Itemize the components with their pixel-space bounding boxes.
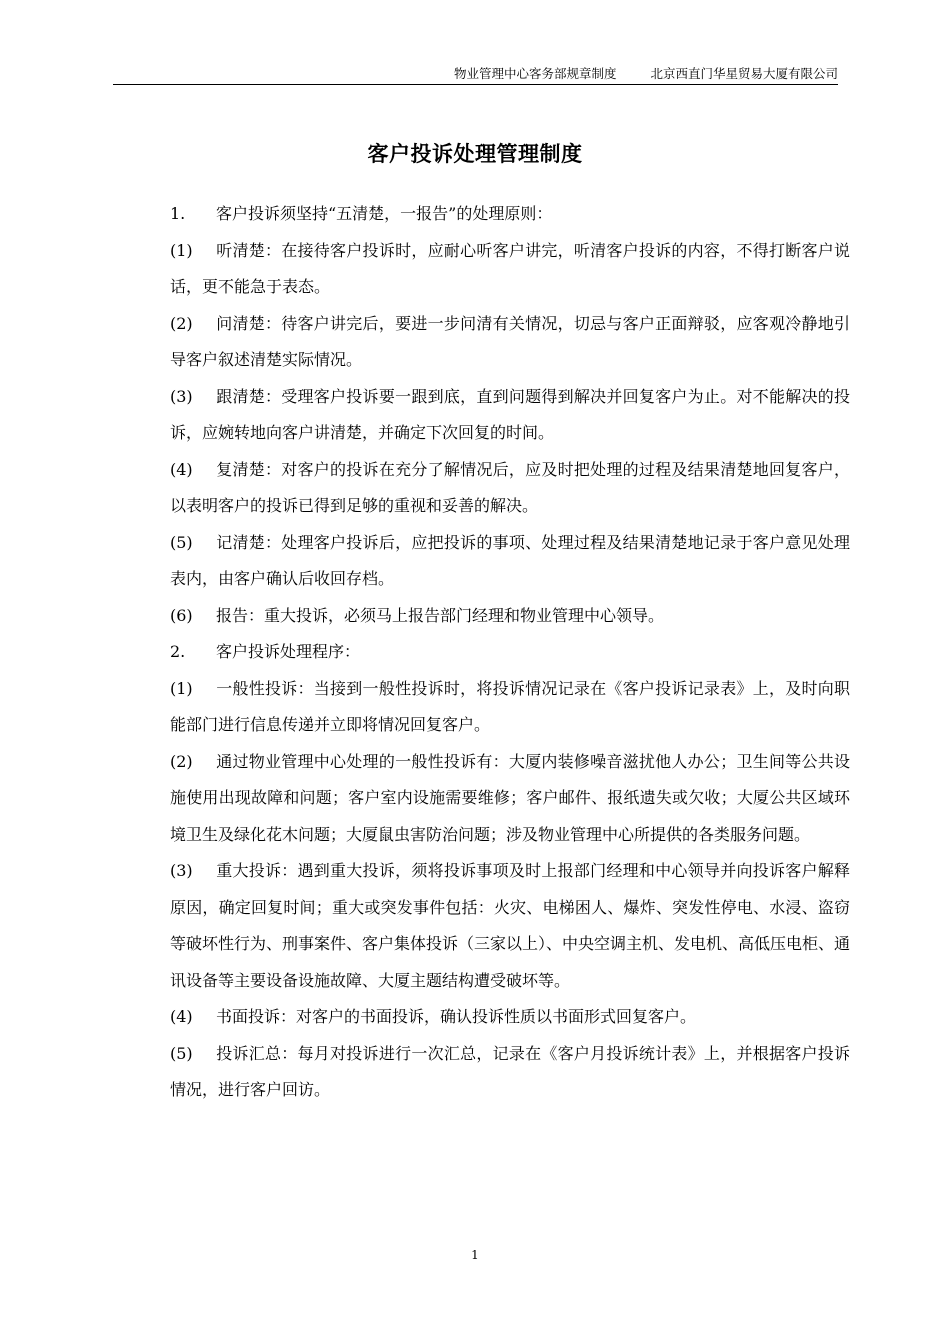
item-number: (2): [170, 751, 193, 771]
page-number: 1: [471, 1248, 479, 1262]
item-text: 报告：重大投诉，必须马上报告部门经理和物业管理中心领导。: [216, 605, 665, 625]
paragraph: [170, 306, 850, 379]
item-text: 复清楚：对客户的投诉在充分了解情况后，应及时把处理的过程及结果清楚地回复客户，以表明客户的投诉已得到足够的重视和妥善的解决。: [170, 459, 850, 515]
paragraph: [170, 853, 850, 999]
item-text: 客户投诉须坚持“五清楚，一报告”的处理原则：: [216, 204, 553, 223]
paragraph: [170, 452, 850, 525]
item-text: 投诉汇总：每月对投诉进行一次汇总，记录在《客户月投诉统计表》上，并根据客户投诉情况，进行客户回访。: [170, 1043, 850, 1099]
page-header: [113, 64, 838, 85]
item-number: (1): [170, 240, 193, 260]
item-number: (4): [170, 1007, 193, 1026]
item-number: (4): [170, 459, 193, 479]
item-number: (1): [170, 678, 193, 698]
document-body: [170, 196, 850, 1109]
item-text: 重大投诉：遇到重大投诉，须将投诉事项及时上报部门经理和中心领导并向投诉客户解释原因，确定回复时间；重大或突发事件包括：火灾、电梯困人、爆炸、突发性停电、水浸、盗窃等破坏性行为、刑事案件、客户集体投诉（三家以上）、中央空调主机、发电机、高低压电柜、通讯设备等主要设备设施故障、大厦主题结构遭受破坏等。: [170, 861, 851, 990]
item-text: 记清楚：处理客户投诉后，应把投诉的事项、处理过程及结果清楚地记录于客户意见处理表内，由客户确认后收回存档。: [170, 532, 850, 588]
paragraph: [170, 1036, 850, 1109]
item-number: (2): [170, 313, 193, 333]
header-company: 北京西直门华星贸易大厦有限公司: [650, 66, 838, 81]
item-number: (6): [170, 605, 193, 625]
item-number: (3): [170, 386, 193, 406]
item-number: (5): [170, 1043, 193, 1063]
paragraph: [170, 598, 850, 635]
item-text: 一般性投诉：当接到一般性投诉时，将投诉情况记录在《客户投诉记录表》上，及时向职能部门进行信息传递并立即将情况回复客户。: [170, 678, 850, 734]
item-number: (3): [170, 861, 193, 880]
item-number: (5): [170, 532, 193, 552]
item-text: 客户投诉处理程序：: [216, 642, 361, 661]
item-text: 书面投诉：对客户的书面投诉，确认投诉性质以书面形式回复客户。: [216, 1007, 697, 1026]
item-text: 问清楚：待客户讲完后，要进一步问清有关情况，切忌与客户正面辩驳，应客观冷静地引导客户叙述清楚实际情况。: [170, 313, 850, 369]
paragraph: [170, 744, 850, 854]
header-department: 物业管理中心客务部规章制度: [453, 66, 617, 81]
paragraph: [170, 233, 850, 306]
paragraph: [170, 525, 850, 598]
document-title: 客户投诉处理管理制度: [367, 141, 583, 166]
paragraph: [170, 671, 850, 744]
paragraph: [170, 379, 850, 452]
item-text: 通过物业管理中心处理的一般性投诉有：大厦内装修噪音滋扰他人办公；卫生间等公共设施使用出现故障和问题；客户室内设施需要维修；客户邮件、报纸遗失或欠收；大厦公共区域环境卫生及绿化花木问题；大厦鼠虫害防治问题；涉及物业管理中心所提供的各类服务问题。: [170, 751, 850, 844]
item-number: 1.: [170, 204, 186, 223]
item-text: 跟清楚：受理客户投诉要一跟到底，直到问题得到解决并回复客户为止。对不能解决的投诉，应婉转地向客户讲清楚，并确定下次回复的时间。: [170, 386, 850, 442]
item-text: 听清楚：在接待客户投诉时，应耐心听客户讲完，听清客户投诉的内容，不得打断客户说话，更不能急于表态。: [170, 240, 850, 296]
paragraph: [170, 634, 850, 671]
item-number: 2.: [170, 642, 186, 661]
paragraph: [170, 196, 850, 233]
paragraph: [170, 999, 850, 1036]
